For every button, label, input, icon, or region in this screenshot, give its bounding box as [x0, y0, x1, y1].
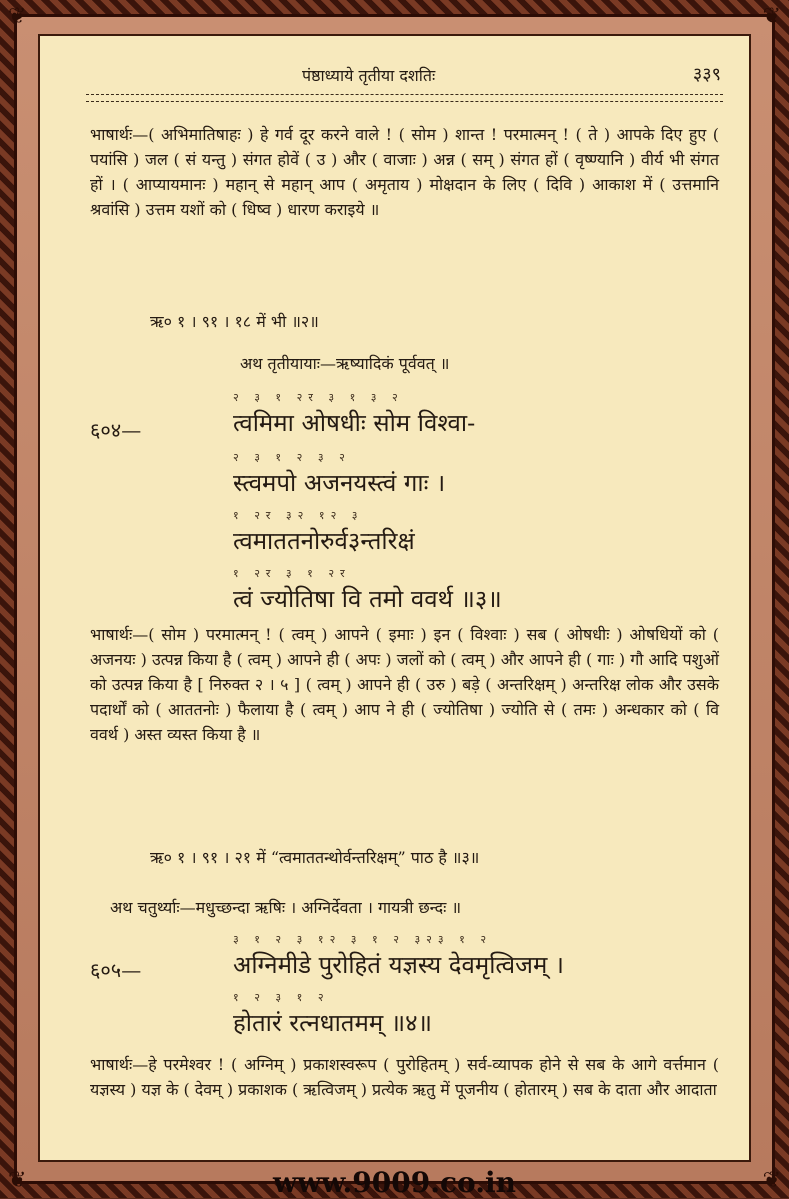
header-divider	[86, 94, 723, 102]
book-page	[38, 34, 751, 1162]
corner-ornament-icon: ❦	[762, 4, 781, 29]
translation-paragraph-3: भाषार्थः—हे परमेश्वर ! ( अग्निम् ) प्रकाशस्वरूप ( पुरोहितम् ) सर्व-व्यापक होने से सब के आगे वर्त्तमान ( यज्ञस्य ) यज्ञ के ( देवम् ) प्रकाशक ( ऋत्विजम् ) प्रत्येक ऋतु में पूजनीय ( होतारम् ) सब के दाता और आदाता	[90, 1055, 719, 1099]
page-number: ३३९	[692, 64, 721, 85]
footer-url: www.9009.co.in	[273, 1166, 516, 1199]
accent-marks: २ ३ १ २ ३ २	[233, 451, 351, 464]
reference-2: ऋ० १ । ९१ । २१ में “त्वमाततन्थोर्वन्तरिक्षम्” पाठ है ॥३॥	[150, 848, 480, 867]
accent-marks: ३ १ २ ३ १२ ३ १ २ ३२३ १ २	[233, 933, 493, 946]
corner-ornament-icon: ❦	[8, 1168, 27, 1193]
accent-marks: २ ३ १ २र ३ १ ३ २	[233, 391, 404, 404]
mantra-number-605: ६०५—	[90, 958, 142, 982]
mantra-number-604: ६०४—	[90, 418, 142, 442]
translation-paragraph-2: भाषार्थः—( सोम ) परमात्मन् ! ( त्वम् ) आपने ( इमाः ) इन ( विश्वाः ) सब ( ओषधीः ) ओषधियों को ( अजनयः ) उत्पन्न किया है ( त्वम् ) आपने ही ( अपः ) जलों को ( त्वम् ) और आपने ही ( गाः ) गौ आदि पशुओं को उत्पन्न किया है [ निरुक्त २ । ५ ] ( त्वम् ) आपने ही ( उरु ) बड़े ( अन्तरिक्षम् ) अन्तरिक्ष लोक और उसके पदार्थों को ( आततनोः ) फैलाया है ( त्वम् ) आप ने ही ( ज्योतिषा ) ज्योति से ( तमः ) अन्धकार को ( वि ववर्थ ) अस्त व्यस्त किया है ॥	[90, 625, 719, 744]
accent-marks: १ २र ३२ १२ ३	[233, 509, 364, 522]
mantra-line: त्वं ज्योतिषा वि तमो ववर्थ ॥३॥	[233, 585, 502, 613]
mantra-line: स्त्वमपो अजनयस्त्वं गाः ।	[233, 469, 446, 497]
running-title: पंष्ठाध्याये तृतीया दशतिः	[302, 66, 436, 85]
page-header	[40, 60, 749, 86]
corner-ornament-icon: ❦	[8, 4, 27, 29]
reference-1: ऋ० १ । ९१ । १८ में भी ॥२॥	[150, 312, 319, 331]
mantra-line: अग्निमीडे पुरोहितं यज्ञस्य देवमृत्विजम् ।	[233, 951, 565, 979]
accent-marks: १ २ ३ १ २	[233, 991, 330, 1004]
accent-marks: १ २र ३ १ २र	[233, 567, 351, 580]
mantra-line: त्वमिमा ओषधीः सोम विश्वा-	[233, 409, 476, 437]
translation-paragraph-1: भाषार्थः—( अभिमातिषाहः ) हे गर्व दूर करने वाले ! ( सोम ) शान्त ! परमात्मन् ! ( ते ) आपके दिए हुए ( पयांसि ) जल ( सं यन्तु ) संगत होवें ( उ ) और ( वाजाः ) अन्न ( सम् ) संगत हों ( वृष्ण्यानि ) वीर्य भी संगत हों । ( आप्यायमानः ) महान् से महान् आप ( अमृताय ) मोक्षदान के लिए ( दिवि ) आकाश में ( उत्तमानि श्रवांसि ) उत्तम यशों को ( धिष्व ) धारण कराइये ॥	[90, 125, 719, 219]
intro-fourth: अथ चतुर्थ्याः—मधुच्छन्दा ऋषिः । अग्निर्देवता । गायत्री छन्दः ॥	[110, 898, 462, 917]
corner-ornament-icon: ❦	[762, 1168, 781, 1193]
mantra-line: त्वमाततनोरुर्व३न्तरिक्षं	[233, 527, 415, 555]
mantra-line: होतारं रत्नधातमम् ॥४॥	[233, 1009, 433, 1037]
intro-third: अथ तृतीयायाः—ऋष्यादिकं पूर्ववत् ॥	[240, 354, 450, 373]
